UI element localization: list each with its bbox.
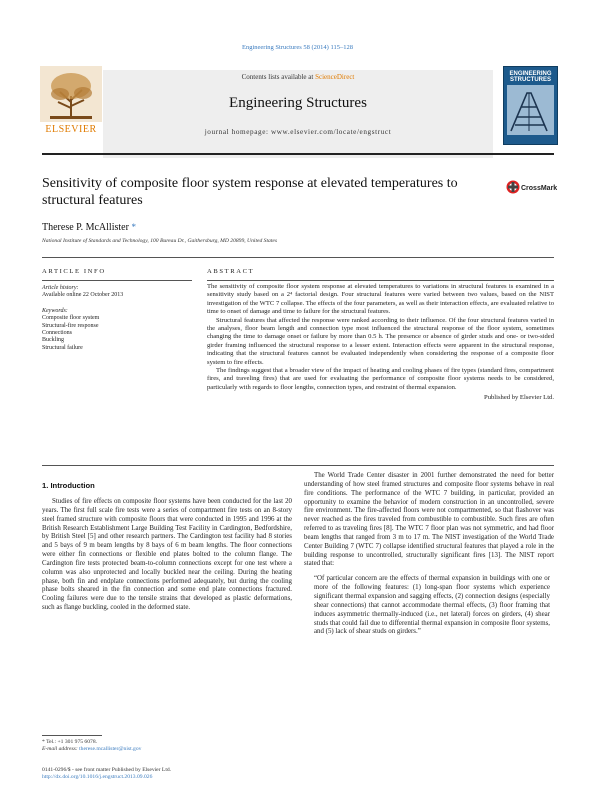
history-value: Available online 22 October 2013 — [42, 292, 124, 299]
journal-title: Engineering Structures — [229, 95, 367, 111]
keyword-item: Buckling — [42, 337, 64, 344]
elsevier-wordmark: ELSEVIER — [45, 124, 97, 135]
keyword-item: Structural-fire response — [42, 322, 99, 329]
abstract-paragraph: The sensitivity of composite floor system response at elevated temperatures to variations in structural features is examined in a sensitivity study based on a 2⁴ factorial design. Four structural features were varied between two values, based on the NIST investigation of the WTC 7 collapse. The effects of the four parameters, as well as their interaction effects, are evaluated relative to time to onset of damage and time to failure for the structural features. — [207, 283, 554, 316]
footnote-email-label: E-mail address: — [42, 745, 80, 752]
corresponding-author-mark[interactable]: * — [131, 222, 136, 232]
keywords-label: Keywords: — [42, 307, 68, 314]
body-paragraph: The World Trade Center disaster in 2001 further demonstrated the need for better understanding of how steel framed structures and composite floor systems behave in real fire conditions. The performance of the WTC 7 building, in particular, provided an opportunity to examine the behavior of modern construction in an uncontrolled, severe fire environment. The fire-affected floors were not compartmented, so that flashover was never reached as the fires traveled from combustible to combustible. Such fires are often referred to as traveling fires [8]. The WTC 7 floor plan was not symmetric, and had floor beam lengths that ranged from 3 m to 17 m. The NIST investigation of the World Trade Center Building 7 (WTC 7) collapse identified structural features that played a role in the building response to uncontrolled, structurally significant fires [13]. The NIST report stated that: — [304, 472, 554, 568]
abstract-paragraph: The findings suggest that a broader view of the impact of heating and cooling phases of fire types (standard fires, compartment fires, and traveling fires) that are used for evaluating the performance of composite floor systems needs to be considered, particularly with regards to floor lengths, connection types, and restraint of thermal expansion. — [207, 367, 554, 391]
contents-prefix: Contents lists available at — [241, 73, 316, 81]
footnote-tel: * Tel.: +1 301 975 6078. — [42, 738, 98, 745]
author-line — [42, 222, 136, 233]
body-column-right — [304, 472, 554, 637]
contents-line — [103, 73, 493, 81]
journal-cover-thumbnail[interactable] — [503, 66, 558, 145]
cover-structure-image — [507, 85, 554, 135]
article-title: Sensitivity of composite floor system response at elevated temperatures to structural features — [42, 176, 458, 208]
published-by: Published by Elsevier Ltd. — [484, 394, 554, 402]
crossmark-label[interactable]: CrossMark — [521, 185, 558, 192]
article-info-rule — [42, 280, 192, 281]
journal-homepage[interactable]: journal homepage: www.elsevier.com/locate/engstruct — [204, 128, 392, 136]
journal-citation[interactable]: Engineering Structures 58 (2014) 115–128 — [242, 44, 353, 51]
abstract-body — [207, 283, 554, 403]
body-column-left — [42, 498, 292, 613]
affiliation: National Institute of Standards and Technology, 100 Bureau Dr., Gaithersburg, MD 20899, United States — [42, 238, 278, 244]
divider — [42, 465, 554, 466]
header-rule — [42, 153, 554, 155]
author-footnote — [42, 735, 292, 753]
nist-quote: “Of particular concern are the effects of thermal expansion in buildings with one or more of the following features: (1) long-span floor systems which experience significant thermal expansion and sagging effects, (2) connection designs (especially shear connections) that cannot accommodate thermal effects, (3) floor framing that induces asymmetric thermally-induced (i.e., net lateral) forces on girders, (4) shear studs that could fail due to differential thermal expansion in composite floor systems, and (5) lack of shear studs on girders.” — [314, 575, 550, 636]
keyword-item: Composite floor system — [42, 315, 100, 322]
author-name[interactable]: Therese P. McAllister — [42, 222, 129, 233]
journal-header-box — [103, 70, 493, 158]
keyword-item: Connections — [42, 330, 72, 337]
abstract-heading: ABSTRACT — [207, 268, 255, 275]
section-heading-introduction: 1. Introduction — [42, 481, 95, 490]
divider — [42, 257, 554, 258]
keyword-item: Structural failure — [42, 344, 83, 351]
issn-line: 0141-0296/$ - see front matter Published by Elsevier Ltd. — [42, 767, 172, 773]
article-info-heading: ARTICLE INFO — [42, 268, 106, 275]
article-info-block — [42, 285, 192, 352]
abstract-paragraph: Structural features that affected the response were ranked according to their influence. Of the four structural features varied in the analyses, floor beam length and connection type most influenced the structural response of the floor system, sometimes changing the time to damage onset or failure by more than 0.5 h. The presence or absence of girder studs and one- or two-sided girder framing influenced the structural response to a lesser extent. Interaction effects were apparent in the structural response, indicating that the structural features cannot be evaluated independently when considering the response of a composite floor system to fire effects. — [207, 316, 554, 366]
cover-title: ENGINEERING STRUCTURES — [509, 71, 552, 83]
doi-link[interactable]: http://dx.doi.org/10.1016/j.engstruct.2013.09.026 — [42, 774, 153, 781]
body-paragraph: Studies of fire effects on composite floor systems have been conducted for the last 20 years. The first full scale fire tests were a series of compartment fire tests on an 8-story steel framed structure with composite floors that were conducted in 1995 and 1996 at the British Research Establishment Large Building Test Facility in Cardington, Bedfordshire, by British Steel [5] and other research partners. The Cardington test facility had 8 stories and 5 bays of 9 m beam lengths by 8 bays of 6 m beam lengths. The floor connections were either fin connections or flexible end plates bolted to the column flange. The Cardington fire tests protected beam-to-column connections except for one test where a column was also unprotected and locally buckled near the ceiling. During the heating phase, both fin and endplate connections performed adequately, but during the cooling phase bolts sheared in the fin connection and some end plate connections fractured. Cooling failures were due to the tensile strains that developed as plastic deformations, such as flange buckling, cooled in the deformed state. — [42, 498, 292, 612]
history-label: Article history: — [42, 285, 79, 291]
footnote-email[interactable]: therese.mcallister@nist.gov — [79, 745, 142, 752]
footnote-rule — [42, 735, 102, 736]
issn-block — [42, 767, 171, 781]
abstract-rule — [207, 280, 554, 281]
sciencedirect-link[interactable]: ScienceDirect — [315, 73, 355, 81]
crossmark-icon[interactable] — [506, 180, 520, 194]
